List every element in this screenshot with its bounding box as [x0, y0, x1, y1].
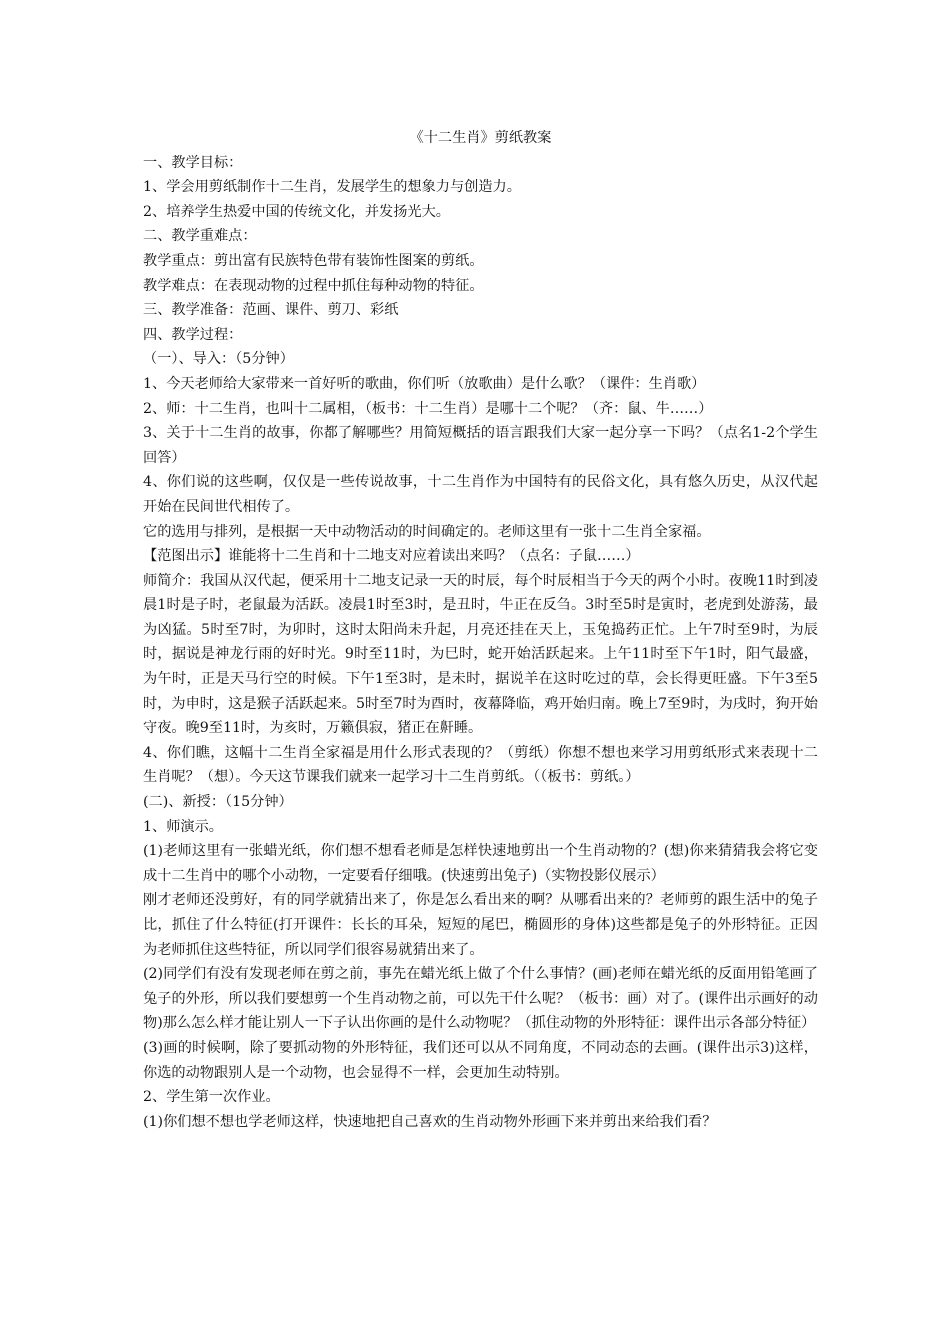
paragraph: (1)老师这里有一张蜡光纸，你们想不想看老师是怎样快速地剪出一个生肖动物的？(想)你来猜猜我会将它变成十二生肖中的哪个小动物，一定要看仔细哦。(快速剪出兔子)（实物投影仪展示）	[143, 843, 818, 884]
paragraph: (2)同学们有没有发现老师在剪之前，事先在蜡光纸上做了个什么事情？(画)老师在蜡光纸的反面用铅笔画了兔子的外形，所以我们要想剪一个生肖动物之前，可以先干什么呢？（板书：画）对了。(课件出示画好的动物)那么怎么样才能让别人一下子认出你画的是什么动物呢？（抓住动物的外形特征：课件出示各部分特征）	[143, 966, 818, 1032]
paragraph: 4、你们瞧，这幅十二生肖全家福是用什么形式表现的？（剪纸）你想不想也来学习用剪纸形式来表现十二生肖呢？（想）。今天这节课我们就来一起学习十二生肖剪纸。（（板书：剪纸。）	[143, 744, 818, 786]
paragraph: 2、师：十二生肖，也叫十二属相，（板书：十二生肖）是哪十二个呢？（齐：鼠、牛……）	[143, 400, 713, 417]
paragraph: 刚才老师还没剪好，有的同学就猜出来了，你是怎么看出来的啊？从哪看出来的？老师剪的跟生活中的兔子比，抓住了什么特征(打开课件：长长的耳朵，短短的尾巴，椭圆形的身体)这些都是兔子的外形特征。正因为老师抓住这些特征，所以同学们很容易就猜出来了。	[143, 892, 818, 958]
paragraph: 教学难点：在表现动物的过程中抓住每种动物的特征。	[143, 277, 484, 294]
document-body	[143, 151, 818, 1135]
paragraph: 2、学生第一次作业。	[143, 1089, 280, 1106]
paragraph: 3、关于十二生肖的故事，你都了解哪些？用简短概括的语言跟我们大家一起分享一下吗？（点名1-2个学生回答）	[143, 425, 818, 466]
paragraph: (1)你们想不想也学老师这样，快速地把自己喜欢的生肖动物外形画下来并剪出来给我们看？	[143, 1113, 717, 1130]
paragraph: 【范图出示】谁能将十二生肖和十二地支对应着读出来吗？（点名：子鼠……）	[143, 548, 640, 565]
paragraph: 1、学会用剪纸制作十二生肖，发展学生的想象力与创造力。	[143, 179, 521, 196]
paragraph: 师简介：我国从汉代起，便采用十二地支记录一天的时辰，每个时辰相当于今天的两个小时。夜晚11时到凌晨1时是子时，老鼠最为活跃。凌晨1时至3时，是丑时，牛正在反刍。3时至5时是寅时，老虎到处游荡，最为凶猛。5时至7时，为卯时，这时太阳尚未升起，月亮还挂在天上，玉兔捣药正忙。上午7时至9时，为辰时，据说是神龙行雨的好时光。9时至11时，为巳时，蛇开始活跃起来。上午11时至下午1时，阳气最盛，为午时，正是天马行空的时候。下午1至3时，是未时，据说羊在这时吃过的草，会长得更旺盛。下午3至5时，为申时，这是猴子活跃起来。5时至7时为酉时，夜幕降临，鸡开始归南。晚上7至9时，为戌时，狗开始守夜。晚9至11时，为亥时，万籁俱寂，猪正在鼾睡。	[143, 572, 818, 737]
paragraph: 4、你们说的这些啊，仅仅是一些传说故事，十二生肖作为中国特有的民俗文化，具有悠久历史，从汉代起开始在民间世代相传了。	[143, 474, 818, 515]
paragraph: 2、培养学生热爱中国的传统文化，并发扬光大。	[143, 203, 450, 220]
paragraph: 教学重点：剪出富有民族特色带有装饰性图案的剪纸。	[143, 252, 484, 269]
paragraph: （一）、导入：（5分钟）	[143, 351, 294, 368]
paragraph: (二)、新授：（15分钟）	[143, 794, 293, 811]
paragraph: 二、教学重难点：	[143, 228, 257, 245]
document-title: 《十二生肖》剪纸教案	[409, 130, 552, 146]
paragraph: 一、教学目标：	[143, 154, 243, 171]
paragraph: 它的选用与排列，是根据一天中动物活动的时间确定的。老师这里有一张十二生肖全家福。	[143, 523, 711, 540]
paragraph: 三、教学准备：范画、课件、剪刀、彩纸	[143, 302, 399, 319]
paragraph: 1、今天老师给大家带来一首好听的歌曲，你们听（放歌曲）是什么歌？（课件：生肖歌）	[143, 375, 706, 392]
paragraph: 1、师演示。	[143, 818, 223, 835]
paragraph: 四、教学过程：	[143, 326, 243, 343]
document-page	[143, 126, 818, 1134]
paragraph: (3)画的时候啊，除了要抓动物的外形特征，我们还可以从不同角度，不同动态的去画。(课件出示3)这样，你选的动物跟别人是一个动物，也会显得不一样，会更加生动特别。	[143, 1039, 818, 1081]
